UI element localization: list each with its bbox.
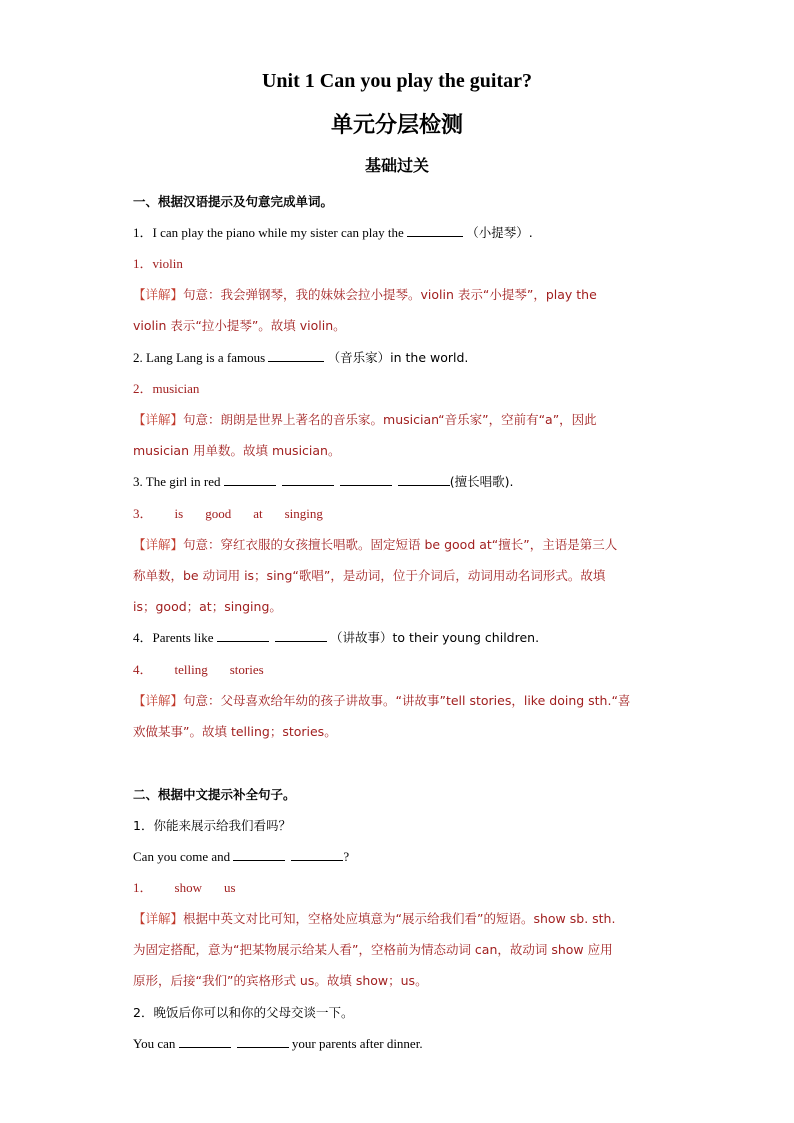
answer-blank[interactable] [282,473,334,486]
detail-text: 句意：朗朗是世界上著名的音乐家。musician“音乐家”，空前有“a”，因此 [183,412,597,427]
section1-heading: 一、根据汉语提示及句意完成单词。 [133,194,334,209]
question-text: Can you come and [133,849,231,864]
question-end: ? [343,849,350,864]
question-text: 3. The girl in red [133,474,221,489]
question-text: 4．Parents like [133,630,214,645]
page-subtitle-cn: 单元分层检测 [330,113,463,138]
answer-word: at [253,506,263,521]
answer-blank[interactable] [224,473,276,486]
detail-1-3-line1 [133,536,663,554]
detail-text: 句意：穿红衣服的女孩擅长唱歌。固定短语 be good at“擅长”，主语是第三人 [183,537,618,552]
detail-1-2-line1 [133,411,663,429]
question-2-2-cn: 2．晚饭后你可以和你的父母交谈一下。 [133,1005,354,1020]
answer-word: show [174,880,202,895]
answer-word: telling [174,662,208,677]
answer-number: 3． [133,506,153,521]
detail-text: 句意：我会弹钢琴，我的妹妹会拉小提琴。violin 表示“小提琴”，play the [183,287,597,302]
answer-word: stories [229,662,264,677]
answer-2-1 [133,879,663,897]
section2-heading: 二、根据中文提示补全句子。 [133,787,296,802]
answer-word: singing [284,506,323,521]
answer-1-2: 2．musician [133,381,200,396]
detail-1-2-line2: musician 用单数。故填 musician。 [133,443,341,458]
question-text: You can [133,1036,176,1051]
page-title: Unit 1 Can you play the guitar? [261,70,533,92]
answer-1-3 [133,505,663,523]
question-1-2 [133,349,663,367]
answer-blank[interactable] [398,473,450,486]
detail-1-3-line3: is；good；at；singing。 [133,599,282,614]
answer-word: good [205,506,232,521]
detail-tag: 【详解】 [133,911,184,926]
question-hint: （小提琴）. [466,225,533,240]
answer-blank[interactable] [407,224,463,237]
detail-text: 句意：父母喜欢给年幼的孩子讲故事。“讲故事”tell stories，like doing sth.“喜 [183,693,631,708]
question-2-1 [133,848,663,866]
answer-blank[interactable] [291,848,343,861]
answer-blank[interactable] [233,848,285,861]
answer-blank[interactable] [275,629,327,642]
question-2-1-cn: 1．你能来展示给我们看吗？ [133,818,291,833]
answer-blank[interactable] [237,1035,289,1048]
level-heading: 基础过关 [364,156,429,175]
answer-word: us [223,880,236,895]
detail-text: 根据中英文对比可知，空格处应填意为“展示给我们看”的短语。show sb. sth. [183,911,616,926]
answer-number: 1． [133,880,153,895]
detail-2-1-line1 [133,910,663,928]
detail-1-1-line1 [133,286,663,304]
question-text: 1．I can play the piano while my sister can play the [133,225,404,240]
question-2-2 [133,1035,663,1053]
detail-tag: 【详解】 [133,412,184,427]
detail-tag: 【详解】 [133,287,184,302]
question-hint: （讲故事）to their young children. [330,630,540,645]
answer-1-4 [133,661,663,679]
question-hint: (擅长唱歌). [449,474,514,489]
detail-1-1-line2: violin 表示“拉小提琴”。故填 violin。 [133,318,346,333]
answer-blank[interactable] [340,473,392,486]
detail-1-4-line1 [133,692,663,710]
question-1-4 [133,629,663,647]
answer-blank[interactable] [179,1035,231,1048]
detail-1-3-line2: 称单数，be 动词用 is；sing“歌唱”，是动词，位于介词后，动词用动名词形式。故填 [133,568,606,583]
answer-number: 4． [133,662,153,677]
answer-blank[interactable] [268,349,324,362]
answer-word: is [174,506,184,521]
question-hint: （音乐家）in the world. [327,350,469,365]
detail-2-1-line3: 原形，后接“我们”的宾格形式 us。故填 show；us。 [133,973,428,988]
detail-tag: 【详解】 [133,693,184,708]
detail-1-4-line2: 欢做某事”。故填 telling；stories。 [133,724,337,739]
question-1-3 [133,473,663,491]
detail-tag: 【详解】 [133,537,184,552]
question-text: 2. Lang Lang is a famous [133,350,266,365]
answer-1-1: 1．violin [133,256,183,271]
question-end: your parents after dinner. [291,1036,423,1051]
answer-blank[interactable] [217,629,269,642]
detail-2-1-line2: 为固定搭配，意为“把某物展示给某人看”，空格前为情态动词 can，故动词 show 应用 [133,942,613,957]
question-1-1 [133,224,663,242]
